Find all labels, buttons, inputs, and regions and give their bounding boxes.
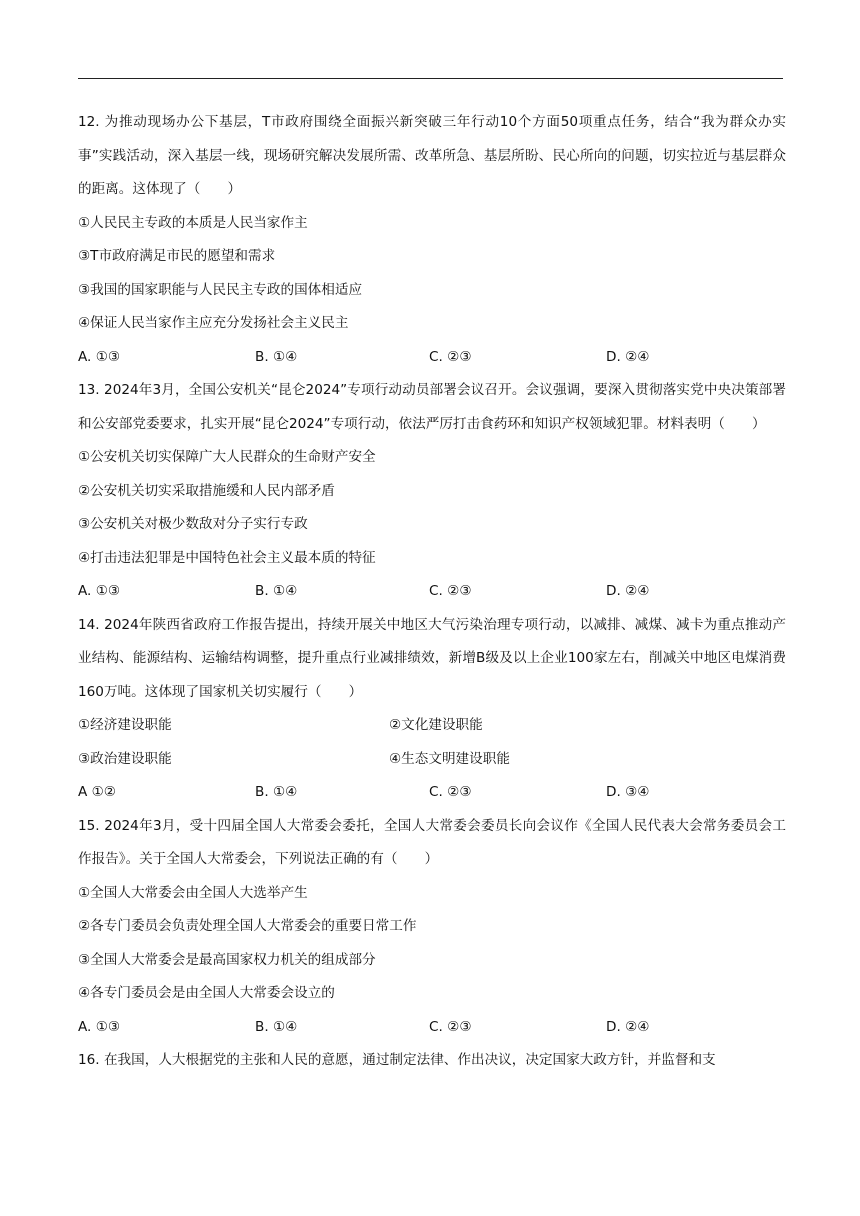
statement: ③T市政府满足市民的愿望和需求	[78, 248, 276, 264]
question-stem: 13. 2024年3月，全国公安机关“昆仑2024”专项行动动员部署会议召开。会议强调，要深入贯彻落实党中央决策部署和公安部党委要求，扎实开展“昆仑2024”专项行动，依法严厉打击食药环和知识产权领域犯罪。材料表明（ ）	[78, 382, 786, 432]
question-12	[78, 106, 786, 374]
choice-c[interactable]: C. ②③	[429, 1018, 472, 1035]
choice-c[interactable]: C. ②③	[429, 784, 472, 800]
choice-c[interactable]: C. ②③	[429, 583, 472, 599]
choice-b[interactable]: B. ①④	[255, 784, 298, 800]
statement: ②公安机关切实采取措施缓和人民内部矛盾	[78, 482, 335, 499]
choice-d[interactable]: D. ②④	[606, 583, 650, 599]
exam-content	[78, 106, 786, 1078]
choice-b[interactable]: B. ①④	[255, 583, 298, 599]
statement: ③公安机关对极少数敌对分子实行专政	[78, 516, 308, 532]
choice-b[interactable]: B. ①④	[255, 1018, 298, 1035]
statement: ④生态文明建设职能	[389, 750, 510, 767]
choice-row	[78, 341, 786, 375]
statement: ④打击违法犯罪是中国特色社会主义最本质的特征	[78, 549, 376, 566]
statement: ①全国人大常委会由全国人大选举产生	[78, 884, 308, 901]
choice-row	[78, 575, 786, 609]
choice-a[interactable]: A. ①③	[78, 583, 121, 599]
question-16	[78, 1044, 786, 1078]
statement: ①人民民主专政的本质是人民当家作主	[78, 214, 308, 231]
choice-a[interactable]: A. ①③	[78, 1018, 121, 1035]
choice-d[interactable]: D. ②④	[606, 348, 650, 365]
statement-row	[78, 709, 786, 743]
question-14	[78, 609, 786, 810]
question-15	[78, 810, 786, 1045]
choice-a[interactable]: A. ①③	[78, 348, 121, 365]
question-stem: 14. 2024年陕西省政府工作报告提出，持续开展关中地区大气污染治理专项行动，以减排、减煤、减卡为重点推动产业结构、能源结构、运输结构调整，提升重点行业减排绩效，新增B级及以上企业100家左右，削减关中地区电煤消费160万吨。这体现了国家机关切实履行（ ）	[78, 616, 786, 700]
statement: ④保证人民当家作主应充分发扬社会主义民主	[78, 315, 349, 331]
question-stem: 16. 在我国，人大根据党的主张和人民的意愿，通过制定法律、作出决议，决定国家大政方针，并监督和支	[78, 1052, 716, 1068]
statement: ②各专门委员会负责处理全国人大常委会的重要日常工作	[78, 918, 417, 934]
statement: ③全国人大常委会是最高国家权力机关的组成部分	[78, 951, 376, 968]
statement: ①经济建设职能	[78, 717, 172, 733]
choice-c[interactable]: C. ②③	[429, 348, 472, 365]
question-stem: 15. 2024年3月，受十四届全国人大常委会委托，全国人大常委会委员长向会议作《全国人民代表大会常务委员会工作报告》。关于全国人大常委会，下列说法正确的有（ ）	[78, 817, 786, 867]
question-13	[78, 374, 786, 609]
choice-b[interactable]: B. ①④	[255, 348, 298, 365]
question-stem: 12. 为推动现场办公下基层，T市政府围绕全面振兴新突破三年行动10个方面50项重点任务，结合“我为群众办实事”实践活动，深入基层一线，现场研究解决发展所需、改革所急、基层所盼、民心所向的问题，切实拉近与基层群众的距离。这体现了（ ）	[78, 114, 786, 197]
choice-d[interactable]: D. ②④	[606, 1018, 650, 1035]
choice-row	[78, 1011, 786, 1045]
statement: ①公安机关切实保障广大人民群众的生命财产安全	[78, 449, 376, 465]
statement: ②文化建设职能	[389, 717, 483, 733]
statement: ④各专门委员会是由全国人大常委会设立的	[78, 985, 335, 1001]
choice-row	[78, 776, 786, 810]
statement-row	[78, 743, 786, 777]
choice-a[interactable]: A ①②	[78, 784, 116, 800]
statement: ③政治建设职能	[78, 750, 172, 767]
choice-d[interactable]: D. ③④	[606, 784, 650, 800]
header-rule	[78, 78, 783, 79]
statement: ③我国的国家职能与人民民主专政的国体相适应	[78, 281, 363, 298]
